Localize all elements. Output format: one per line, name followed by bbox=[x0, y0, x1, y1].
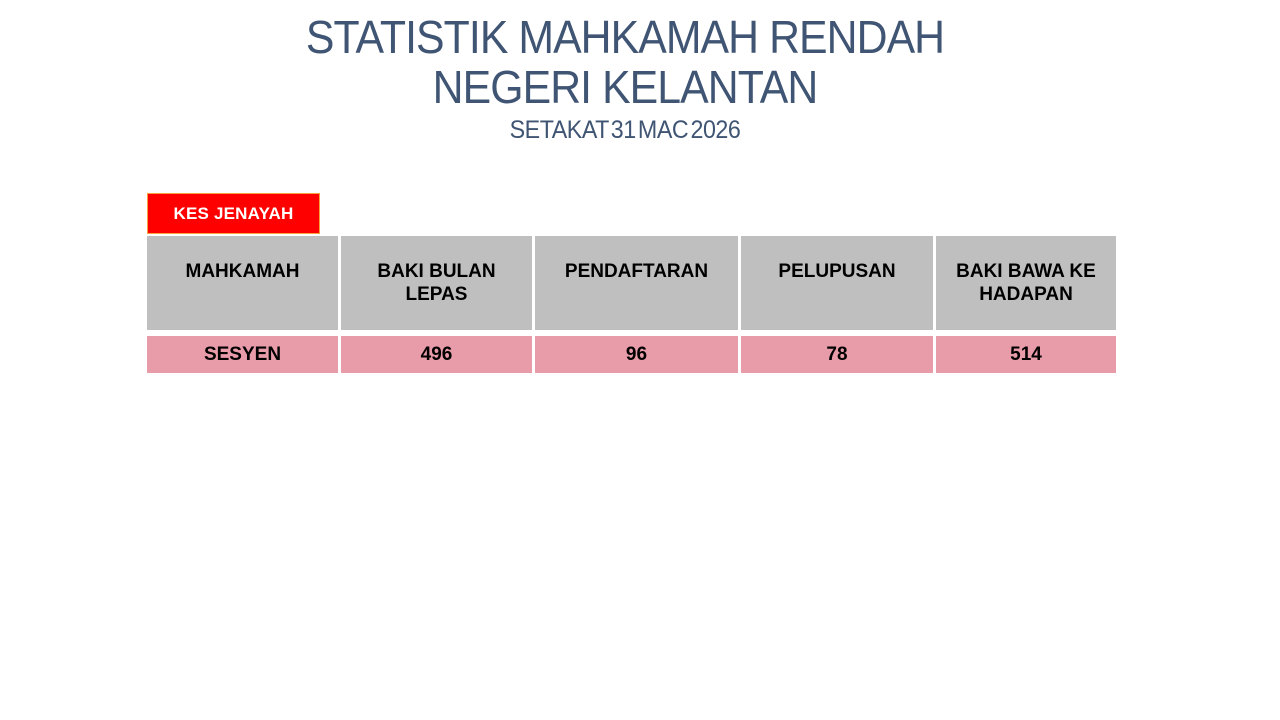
cell-baki-bulan-lepas: 496 bbox=[341, 336, 532, 373]
col-header-pendaftaran: PENDAFTARAN bbox=[535, 236, 738, 330]
slide-title-line-2: NEGERI KELANTAN bbox=[432, 61, 818, 113]
kes-jenayah-badge bbox=[147, 193, 320, 234]
col-header-baki-bawa-ke-hadapan: BAKI BAWA KE HADAPAN bbox=[936, 236, 1116, 330]
cell-pelupusan: 78 bbox=[741, 336, 933, 373]
cell-baki-bawa-ke-hadapan: 514 bbox=[936, 336, 1116, 373]
criminal-cases-table bbox=[147, 236, 1116, 373]
title-block bbox=[0, 12, 1250, 144]
cell-mahkamah-sesyen: SESYEN bbox=[147, 336, 338, 373]
cell-pendaftaran: 96 bbox=[535, 336, 738, 373]
col-header-mahkamah: MAHKAMAH bbox=[147, 236, 338, 330]
slide-title-line-1: STATISTIK MAHKAMAH RENDAH bbox=[305, 11, 945, 63]
col-header-baki-bulan-lepas: BAKI BULAN LEPAS bbox=[341, 236, 532, 330]
badge-label: KES JENAYAH bbox=[173, 203, 294, 223]
col-header-pelupusan: PELUPUSAN bbox=[741, 236, 933, 330]
slide-subtitle: SETAKAT 31 MAC 2026 bbox=[509, 116, 741, 144]
